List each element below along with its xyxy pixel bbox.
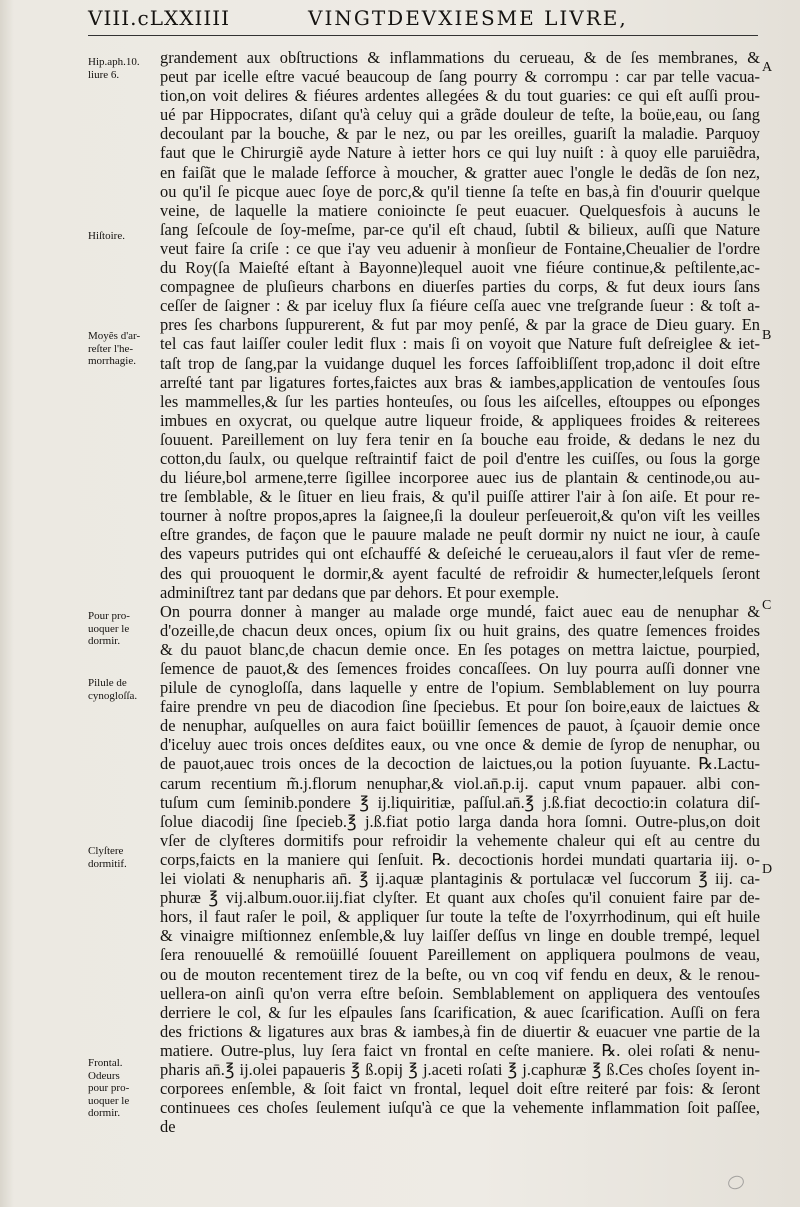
section-letter: D xyxy=(762,862,773,877)
text-line: & du pauot blanc,de chacun demie once. En ſes potages on mettra laictue, pourpied, xyxy=(160,639,760,659)
text-line: tion,on voit delires & fiéures ardentes allegées & du tout guaries: ce qui eſt auſſi prou- xyxy=(160,86,760,106)
text-line: pres ſes charbons ſuppurerent, & fut par moy penſé, & par la grace de Dieu guary. En xyxy=(160,315,760,335)
text-line: du Roy(ſa Maieſté eſtant à Bayonne)lequel auoit vne fiéure continue,& peſtilente,ac- xyxy=(160,258,760,278)
margin-note-line: pour pro- xyxy=(88,1082,130,1094)
margin-note-line: Pilule de xyxy=(88,677,127,689)
header-rule xyxy=(88,35,758,36)
text-line: tuſum cum ſeminib.pondere ℥ ij.liquiritiæ, paſſul.an̄.℥ j.ß.fiat decoctio:in colatura diſ- xyxy=(160,792,760,812)
text-line: ſang ſeſcoule de ſoy-meſme, par-ce qu'il eſt chaud, ſubtil & bilieux, auſſi que Nature xyxy=(160,219,760,239)
text-line: ou qu'il ſe picque auec ſoye de porc,& qu'il tienne ſa teſte en bas,à fin d'ouurir quelque xyxy=(160,181,760,201)
margin-note-line: uoquer le xyxy=(88,622,130,635)
margin-note-line: reſter l'he- xyxy=(88,342,134,355)
margin-note xyxy=(88,677,158,702)
text-line: ſouuent. Pareillement on luy fera tenir en ſa bouche eau froide, & dedans le nez du xyxy=(160,429,760,449)
text-line: de pauot,auec trois onces de la decoction de laictues,ou la potion ſuyuante. ℞.Lactu- xyxy=(160,754,760,774)
text-line: uellera-on ainſi qu'on verra eſtre beſoin. Semblablement on appliquera des ventouſes xyxy=(160,983,760,1003)
margin-note-line: Hiſtoire. xyxy=(88,230,125,242)
text-line: d'iceluy auec trois onces deſdites eaux, ou vne once & demie de ſyrop de nenuphar, ou xyxy=(160,735,760,755)
text-line: lei violati & nenupharis an̄. ℥ ij.aquæ plantaginis & portulacæ vel ſuccorum ℥ iij. ca- xyxy=(160,869,760,889)
text-line: peut par icelle eſtre vacué beaucoup de ſang pourry & corrompu : car par telle vacua- xyxy=(160,67,760,87)
main-text-block xyxy=(160,48,760,1136)
section-letter: A xyxy=(762,60,773,75)
margin-note-line: dormir. xyxy=(88,635,121,647)
text-line: carum recentium m̃.j.florum nenuphar,& viol.an̄.p.ij. caput vnum papauer. albi con- xyxy=(160,773,760,793)
text-line: corps,faicts en la maniere qui ſenſuit. ℞. decoctionis hordei mundati quartaria iij. o- xyxy=(160,849,760,869)
text-line: des qui prouoquent le dormir,& ayent faculté de refroidir & humecter,leſquels ſeront xyxy=(160,563,760,583)
text-line: matiere. Outre-plus, luy ſera faict vn frontal en ceſte maniere. ℞. olei roſati & nenu- xyxy=(160,1040,760,1060)
margin-note xyxy=(88,1057,158,1120)
margin-note-line: Odeurs xyxy=(88,1069,120,1082)
text-line: cotton,du ſaulx, ou quelque reſtraintif faict de poil d'entre les cuiſſes, ou ſous la gorge xyxy=(160,448,760,468)
text-line: tre ſemblable, & le ſituer en lieu frais, & qu'il puiſſe attirer l'air à ſon aiſe. Et pour re- xyxy=(160,487,760,507)
text-line: imbues en oxycrat, ou quelque autre liqueur froide, & appliquees froides & reiterees xyxy=(160,410,760,430)
margin-note-line: Hip.aph.10. xyxy=(88,56,140,68)
page-blemish xyxy=(726,1174,745,1192)
text-line: de nenuphar, auſquelles on aura faict boüillir ſemences de pauot, à ſçauoir demie once xyxy=(160,716,760,736)
text-line: vſer de clyſteres dormitifs pour refroidir la vehemente chaleur qui eſt au centre du xyxy=(160,830,760,850)
book-title: VINGTDEVXIESME LIVRE, xyxy=(308,6,628,30)
margin-note-line: Frontal. xyxy=(88,1057,123,1069)
text-line: tel cas faut laiſſer couler ledit flux : mais ſi on voyoit que Nature fuſt deſreiglee & iet- xyxy=(160,334,760,354)
text-line: veut faire ſa criſe : ce que i'ay veu aduenir à monſieur de Fontaine,Cheualier de l'ordre xyxy=(160,238,760,258)
text-line: & vinaigre miſtionnez enſemble,& luy laiſſer deſſus vn linge en double trempé, lequel xyxy=(160,926,760,946)
text-line: decoulant par la bouche, & par le nez, ou par les oreilles, guariſt la maladie. Parquoy xyxy=(160,124,760,144)
margin-note-line: uoquer le xyxy=(88,1094,130,1107)
text-line: ſemence de pauot,& des ſemences froides concaſſees. On luy pourra auſſi donner vne xyxy=(160,659,760,678)
text-line: continuees ces choſes ſeulement iuſqu'à ce que la vehemente inflammation ſoit paſſee, xyxy=(160,1098,760,1118)
text-line: faut que le Chirurgiẽ ayde Nature à ietter hors ce qui luy nuiſt : à quoy elle paruiẽdra, xyxy=(160,143,760,163)
text-line: du liéure,bol armene,terre ſigillee incorporee auec ius de plantain & centinode,ou au- xyxy=(160,468,760,488)
text-line: ſera renouuellé & remoüillé ſouuent Pareillement on appliquera poulmons de veau, xyxy=(160,945,760,965)
text-line: faire prendre vn peu de diacodion ſine ſpeciebus. Et pour ſon boire,eaux de laictues & xyxy=(160,697,760,717)
text-line: en faiſãt que le malade ſefforce à moucher, & gratter auec l'ongle le dedãs de ſon nez, xyxy=(160,162,760,182)
margin-note-line: Pour pro- xyxy=(88,610,130,622)
text-line: arreſté tant par ligatures fortes,faictes aux bras & iambes,application de ventouſes ſous xyxy=(160,372,760,392)
text-line: derriere le col, & ſur les eſpaules ſans ſcarification, & auec ſcarification. Auſſi on fera xyxy=(160,1002,760,1022)
text-line: phuræ ℥ vij.album.ouor.iij.fiat clyſter. Et quant aux choſes qu'il conuient faire par de- xyxy=(160,888,760,908)
text-line: adminiſtrez tant par dedans que par dehors. Et pour exemple. xyxy=(160,582,560,602)
margin-note-line: cynogloſſa. xyxy=(88,689,138,702)
text-line: veine, de laquelle la matiere conioincte ſe peut euacuer. Quelquesfois à aucuns le xyxy=(160,200,760,220)
text-line: grandement aux obſtructions & inflammations du cerueau, & de ſes membranes, & xyxy=(160,48,760,67)
margin-note-line: dormitif. xyxy=(88,857,127,870)
margin-note-line: Moyẽs d'ar- xyxy=(88,330,141,342)
text-line: ſolue diacodij ſine ſpecieb.℥ j.ß.fiat potio larga danda hora ſomni. Outre-plus,on doit xyxy=(160,811,760,831)
margin-note-line: dormir. xyxy=(88,1107,121,1119)
text-line: ué par Hippocrates, diſant qu'à celuy qui a grãde douleur de teſte, la boüe,eau, ou ſang xyxy=(160,105,760,125)
text-line: des vapeurs putrides qui ont eſchauffé & deſeiché le cerueau,alors il faut vſer de reme- xyxy=(160,544,760,564)
margin-note-line: morrhagie. xyxy=(88,355,136,367)
text-line: On pourra donner à manger au malade orge mundé, faict auec eau de nenuphar & xyxy=(160,601,760,621)
text-line: ou de mouton recentement tirez de la beſte, ou vn coq vif fendu en deux, & le renou- xyxy=(160,964,760,984)
margin-note-line: liure 6. xyxy=(88,68,120,81)
text-line: pilule de cynogloſſa, dans laquelle y entre de l'opium. Semblablement on luy pourra xyxy=(160,678,760,698)
text-line: des frictions & ligatures aux bras & iambes,à fin de diuertir & euacuer vne partie de la xyxy=(160,1021,760,1041)
margin-note xyxy=(88,845,158,870)
section-letter: C xyxy=(762,598,772,613)
margin-note xyxy=(88,330,158,368)
text-line: taſt trop de ſang,par la vuidange duquel les forces ſaffoibliſſent trop,adonc il doit eſtre xyxy=(160,353,760,373)
text-line: de xyxy=(160,1117,176,1137)
running-header xyxy=(88,6,758,36)
text-line: d'ozeille,de chacun deux onces, opium ſix ou huit grains, des quatre ſemences froides xyxy=(160,620,760,640)
margin-note xyxy=(88,610,158,648)
text-line: eſtre grandes, de façon que le pauure malade ne peuſt dormir ny nuict ne iour, à cauſe xyxy=(160,525,760,545)
folio-number: VIII.cLXXIIII xyxy=(88,6,231,30)
text-line: hors, il faut raſer le poil, & appliquer ſur toute la teſte de l'oxyrrhodinum, qui eſt huile xyxy=(160,907,760,927)
text-line: ceſſer de ſaigner : & par iceluy flux ſa fiéure ceſſa auec vne treſgrande ſueur : & toſt a- xyxy=(160,296,760,316)
text-line: tourner à noſtre propos,apres la ſaignee,ſi la douleur perſeueroit,& qu'on viſt les veilles xyxy=(160,506,760,526)
margin-note xyxy=(88,230,158,243)
margin-note-line: Clyſtere xyxy=(88,845,124,857)
text-line: les mammelles,& ſur les parties honteuſes, ou ſous les aiſcelles, eſtouppes ou eſponges xyxy=(160,391,760,411)
margin-note xyxy=(88,56,158,81)
text-line: compagnee de pluſieurs charbons en diuerſes parties du corps, & fut deux iours ſans xyxy=(160,277,760,297)
text-line: corporees enſemble, & ſoit faict vn frontal, lequel doit eſtre reiteré par fois: & ſeront xyxy=(160,1079,760,1099)
section-letter: B xyxy=(762,328,772,343)
text-line: pharis an̄.℥ ij.olei papaueris ℥ ß.opij ℥ j.aceti roſati ℥ j.caphuræ ℥ ß.Ces choſes ſoyent in- xyxy=(160,1059,760,1079)
